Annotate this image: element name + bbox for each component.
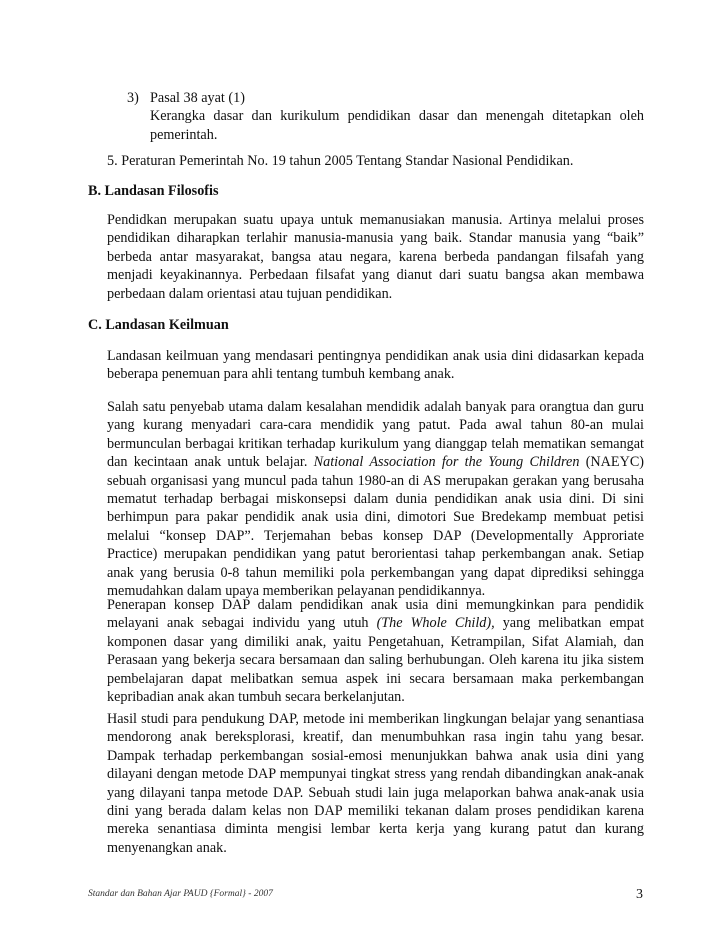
section-b-paragraph: Pendidkan merupakan suatu upaya untuk memanusiakan manusia. Artinya melalui proses pendidikan diharapkan terlahir manusia-manusia yang baik. Standar manusia yang “baik” berbeda antar masyarakat, bangsa atau negara, karena berbeda pandangan filsafah yang menjadi keyakinannya. Perbedaan filsafat yang dianut dari suatu bangsa akan membawa perbedaan dalam orientasi atau tujuan pendidikan.	[107, 212, 644, 302]
paragraph-2-text-a: Penerapan konsep DAP dalam pendidikan anak usia dini memungkinkan para pendidik melayani anak sebagai individu yang utuh	[107, 597, 644, 632]
list-item-title: Pasal 38 ayat (1)	[150, 90, 245, 106]
section-c-paragraph-3: Hasil studi para pendukung DAP, metode ini memberikan lingkungan belajar yang senantiasa mendorong anak bereksplorasi, kreatif, dan menumbuhkan rasa ingin tahu yang besar. Dampak terhadap perkembangan sosial-emosi menunjukkan bahwa anak usia dini yang dilayani dengan metode DAP mempunyai tingkat stress yang rendah dibandingkan anak-anak yang dilayani tanpa metode DAP. Sebuah studi lain juga melaporkan bahwa anak-anak usia dini yang berada dalam kelas non DAP memiliki tekanan dalam proses pendidikan karena mereka senantiasa diminta mengisi lembar kerta kerja yang kurang patut dan kurang menyenangkan anak.	[107, 711, 644, 856]
section-c-paragraph-2	[107, 596, 644, 706]
paragraph-2-text-b: yang melibatkan empat komponen dasar yang dimiliki anak, yaitu Pengetahuan, Ketrampilan, Sifat Alamiah, dan Perasaan yang bekerja secara bersamaan dan saling berhubungan. Oleh karena itu jika sistem pembelajaran dapat melibatkan semua aspek ini secara bersamaan maka perkembangan kepribadian anak akan tumbuh secara berkelanjutan.	[107, 615, 645, 706]
section-c-heading: C. Landasan Keilmuan	[88, 317, 229, 333]
whole-child-term: (The Whole Child),	[376, 615, 495, 632]
list-item-body: Kerangka dasar dan kurikulum pendidikan dasar dan menengah ditetapkan oleh pemerintah.	[150, 108, 644, 143]
paragraph-1-text-a: Salah satu penyebab utama dalam kesalahan mendidik adalah banyak para orangtua dan guru yang kurang menyadari cara-cara mendidik yang patut. Pada awal tahun 80-an mulai bermunculan berbagai kritikan terhadap kurikulum yang dianggap telah mematikan semangat dan kecintaan anak untuk belajar.	[107, 399, 644, 471]
naeyc-name: National Association for the Young Children	[313, 454, 580, 471]
section-c-intro: Landasan keilmuan yang mendasari pentingnya pendidikan anak usia dini didasarkan kepada beberapa penemuan para ahli tentang tumbuh kembang anak.	[107, 348, 644, 383]
page-number: 3	[636, 887, 643, 902]
list-item-number: 3)	[127, 90, 139, 106]
list-item	[127, 89, 644, 144]
paragraph-1-text-b: (NAEYC) sebuah organisasi yang muncul pada tahun 1980-an di AS merupakan gerakan yang berusaha mematut terhadap berbagai miskonsepsi dalam dunia pendidikan anak usia dini. Di sini berhimpun para pakar pendidik anak usia dini, dimotori Sue Bredekamp membuat petisi melalui “konsep DAP”. Terjemahan bebas konsep DAP (Developmentally Approriate Practice) merupakan pendidikan yang patut berorientasi tahap perkembangan anak. Setiap anak yang berusia 0-8 tahun memiliki pola perkembangan yang dapat diprediksi sehingga memudahkan dalam upaya memberikan pelayanan pendidikannya.	[107, 454, 645, 600]
section-b-heading: B. Landasan Filosofis	[88, 183, 219, 199]
regulation-item: 5. Peraturan Pemerintah No. 19 tahun 2005 Tentang Standar Nasional Pendidikan.	[107, 153, 574, 169]
section-c-paragraph-1	[107, 398, 644, 600]
footer-source: Standar dan Bahan Ajar PAUD {Formal} - 2007	[88, 889, 273, 899]
